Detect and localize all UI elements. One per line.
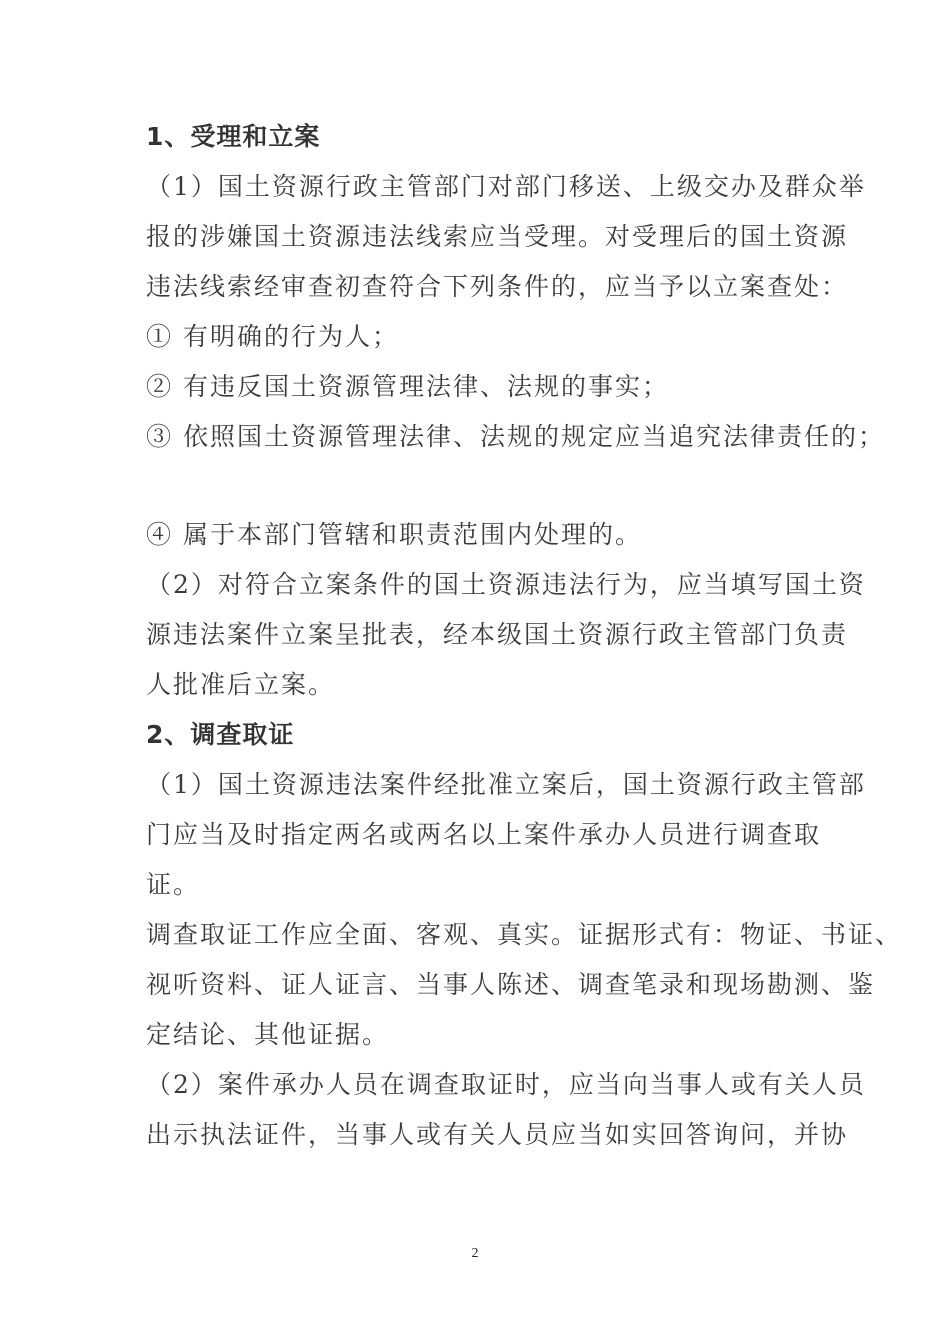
paragraph-line: 证。 <box>146 870 201 899</box>
condition-item: ① 有明确的行为人； <box>146 322 399 351</box>
section-heading-acceptance: 1、受理和立案 <box>146 122 321 151</box>
paragraph-line: 出示执法证件，当事人或有关人员应当如实回答询问，并协 <box>146 1120 849 1149</box>
page-number: 2 <box>471 1246 479 1261</box>
condition-item: ③ 依照国土资源管理法律、法规的规定应当追究法律责任的； <box>146 422 885 451</box>
condition-item: ④ 属于本部门管辖和职责范围内处理的。 <box>146 520 642 549</box>
paragraph-line: 违法线索经审查初查符合下列条件的，应当予以立案查处： <box>146 272 849 301</box>
paragraph-line: 定结论、其他证据。 <box>146 1020 390 1049</box>
section-heading-investigation: 2、调查取证 <box>146 720 295 749</box>
paragraph-line: （2）对符合立案条件的国土资源违法行为，应当填写国土资 <box>146 570 866 599</box>
paragraph-line: （2）案件承办人员在调查取证时，应当向当事人或有关人员 <box>146 1070 866 1099</box>
condition-item: ② 有违反国土资源管理法律、法规的事实； <box>146 372 669 401</box>
paragraph-line: 报的涉嫌国土资源违法线索应当受理。对受理后的国土资源 <box>146 222 849 251</box>
paragraph-line: 源违法案件立案呈批表，经本级国土资源行政主管部门负责 <box>146 620 849 649</box>
paragraph-line: （1）国土资源违法案件经批准立案后，国土资源行政主管部 <box>146 770 866 799</box>
paragraph-line: 人批准后立案。 <box>146 670 336 699</box>
paragraph-line: （1）国土资源行政主管部门对部门移送、上级交办及群众举 <box>146 172 866 201</box>
paragraph-line: 调查取证工作应全面、客观、真实。证据形式有：物证、书证、 <box>146 920 903 949</box>
paragraph-line: 视听资料、证人证言、当事人陈述、调查笔录和现场勘测、鉴 <box>146 970 876 999</box>
paragraph-line: 门应当及时指定两名或两名以上案件承办人员进行调查取 <box>146 820 822 849</box>
